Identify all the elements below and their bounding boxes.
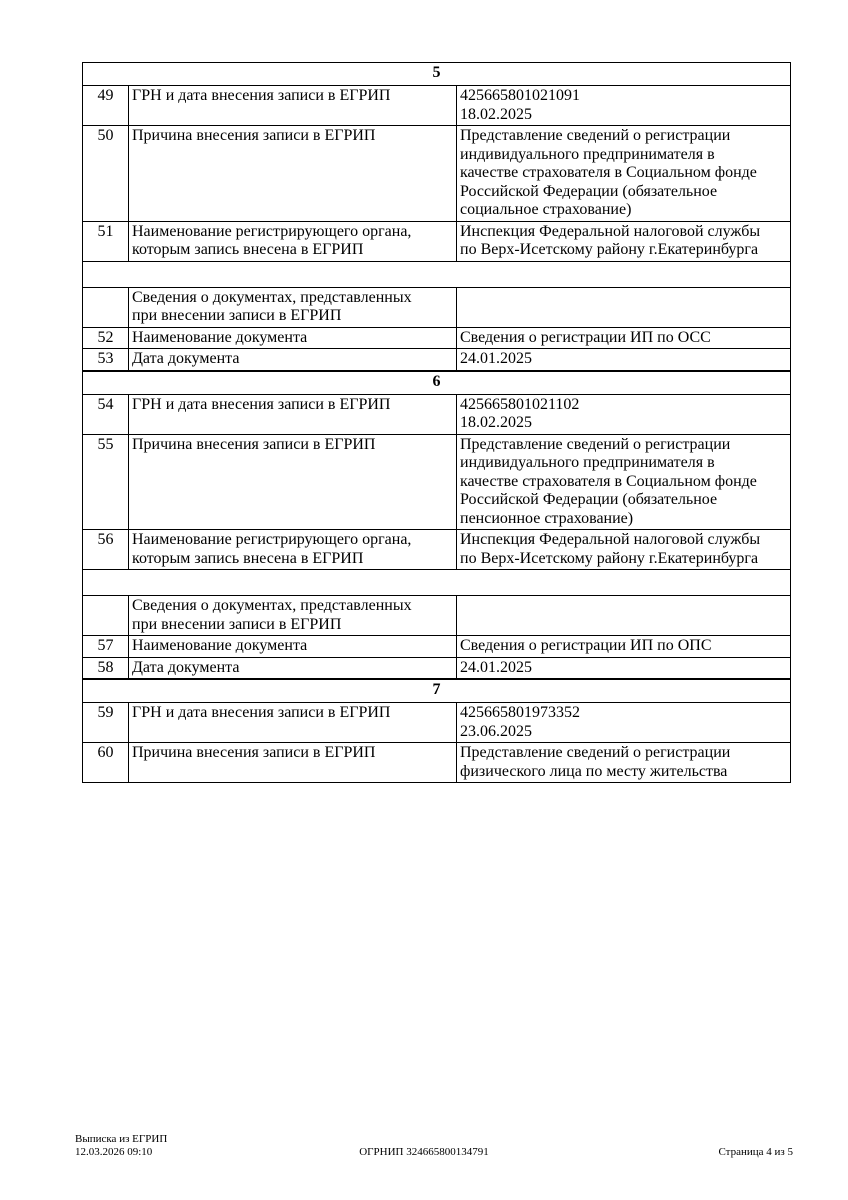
row-number-cell: 59 bbox=[83, 703, 129, 743]
records-table-area bbox=[82, 62, 790, 783]
row-number-cell: 49 bbox=[83, 86, 129, 126]
value-line: Представление сведений о регистрации bbox=[460, 127, 731, 144]
row-number-cell: 51 bbox=[83, 221, 129, 261]
row-label-cell bbox=[129, 86, 457, 126]
value-line: Инспекция Федеральной налоговой службы bbox=[460, 531, 761, 548]
row-label-cell bbox=[129, 743, 457, 783]
label-line: Наименование документа bbox=[132, 328, 308, 346]
row-label-cell bbox=[129, 287, 457, 327]
row-value-cell bbox=[457, 86, 791, 126]
row-number-cell: 58 bbox=[83, 657, 129, 679]
value-line: 425665801021091 bbox=[460, 87, 580, 104]
row-value-cell bbox=[457, 287, 791, 327]
value-line: качестве страхователя в Социальном фонде bbox=[460, 164, 757, 181]
label-line: ГРН и дата внесения записи в ЕГРИП bbox=[132, 87, 391, 104]
label-line: ГРН и дата внесения записи в ЕГРИП bbox=[132, 704, 391, 721]
value-line: Российской Федерации (обязательное bbox=[460, 491, 718, 508]
spacer-row bbox=[83, 261, 791, 287]
footer-ogrnip: ОГРНИП 324665800134791 bbox=[359, 1146, 489, 1158]
value-line: индивидуального предпринимателя в bbox=[460, 454, 715, 471]
value-line: пенсионное страхование) bbox=[460, 509, 634, 527]
table-row bbox=[83, 287, 791, 327]
row-number-cell: 52 bbox=[83, 327, 129, 349]
row-value-cell bbox=[457, 743, 791, 783]
value-line: социальное страхование) bbox=[460, 201, 632, 218]
footer-doc-type: Выписка из ЕГРИП bbox=[75, 1133, 168, 1145]
label-line: Сведения о документах, представленных bbox=[132, 288, 412, 306]
row-label-cell bbox=[129, 221, 457, 261]
table-row bbox=[83, 636, 791, 658]
label-line: Причина внесения записи в ЕГРИП bbox=[132, 744, 376, 761]
record-section-7 bbox=[82, 679, 791, 783]
row-value-cell bbox=[457, 349, 791, 371]
row-number-cell bbox=[83, 287, 129, 327]
value-line: Инспекция Федеральной налоговой службы bbox=[460, 222, 761, 240]
footer-page-indicator: Страница 4 из 5 bbox=[718, 1146, 793, 1158]
row-value-cell bbox=[457, 596, 791, 636]
row-number-cell: 56 bbox=[83, 530, 129, 570]
table-row bbox=[83, 703, 791, 743]
row-value-cell bbox=[457, 636, 791, 658]
row-number-cell: 57 bbox=[83, 636, 129, 658]
value-line: по Верх-Исетскому району г.Екатеринбурга bbox=[460, 549, 759, 567]
value-line: 23.06.2025 bbox=[460, 722, 532, 740]
row-value-cell bbox=[457, 434, 791, 530]
spacer-cell bbox=[83, 261, 791, 287]
value-line: физического лица по месту жительства bbox=[460, 762, 728, 780]
record-section-5 bbox=[82, 62, 791, 371]
row-value-cell bbox=[457, 530, 791, 570]
table-row bbox=[83, 221, 791, 261]
row-label-cell bbox=[129, 349, 457, 371]
row-value-cell bbox=[457, 327, 791, 349]
row-label-cell bbox=[129, 394, 457, 434]
table-row bbox=[83, 657, 791, 679]
label-line: которым запись внесена в ЕГРИП bbox=[132, 241, 364, 258]
value-line: 24.01.2025 bbox=[460, 658, 532, 676]
section-header-row bbox=[83, 680, 791, 703]
row-number-cell bbox=[83, 596, 129, 636]
value-line: Сведения о регистрации ИП по ОСС bbox=[460, 328, 711, 346]
label-line: которым запись внесена в ЕГРИП bbox=[132, 549, 364, 567]
row-label-cell bbox=[129, 657, 457, 679]
value-line: Сведения о регистрации ИП по ОПС bbox=[460, 637, 712, 654]
footer-datetime: 12.03.2026 09:10 bbox=[75, 1145, 153, 1158]
row-label-cell bbox=[129, 327, 457, 349]
label-line: ГРН и дата внесения записи в ЕГРИП bbox=[132, 395, 391, 413]
label-line: при внесении записи в ЕГРИП bbox=[132, 307, 342, 324]
spacer-row bbox=[83, 570, 791, 596]
label-line: Наименование регистрирующего органа, bbox=[132, 531, 412, 548]
row-number-cell: 54 bbox=[83, 394, 129, 434]
row-number-cell: 60 bbox=[83, 743, 129, 783]
row-label-cell bbox=[129, 703, 457, 743]
row-value-cell bbox=[457, 394, 791, 434]
row-number-cell: 55 bbox=[83, 434, 129, 530]
table-row bbox=[83, 394, 791, 434]
table-row bbox=[83, 743, 791, 783]
value-line: 425665801973352 bbox=[460, 704, 580, 721]
row-label-cell bbox=[129, 530, 457, 570]
value-line: Российской Федерации (обязательное bbox=[460, 182, 718, 200]
label-line: при внесении записи в ЕГРИП bbox=[132, 615, 342, 633]
section-header-row bbox=[83, 371, 791, 394]
value-line: по Верх-Исетскому району г.Екатеринбурга bbox=[460, 241, 759, 258]
table-row bbox=[83, 596, 791, 636]
label-line: Дата документа bbox=[132, 658, 240, 676]
table-row bbox=[83, 126, 791, 222]
row-label-cell bbox=[129, 636, 457, 658]
row-number-cell: 53 bbox=[83, 349, 129, 371]
record-section-6 bbox=[82, 371, 791, 680]
table-row bbox=[83, 86, 791, 126]
row-label-cell bbox=[129, 434, 457, 530]
row-number-cell: 50 bbox=[83, 126, 129, 222]
row-value-cell bbox=[457, 703, 791, 743]
label-line: Наименование регистрирующего органа, bbox=[132, 222, 412, 240]
value-line: индивидуального предпринимателя в bbox=[460, 145, 715, 163]
label-line: Дата документа bbox=[132, 350, 240, 367]
section-number: 6 bbox=[83, 371, 791, 394]
label-line: Причина внесения записи в ЕГРИП bbox=[132, 435, 376, 453]
section-header-row bbox=[83, 63, 791, 86]
spacer-cell bbox=[83, 570, 791, 596]
table-row bbox=[83, 349, 791, 371]
row-label-cell bbox=[129, 126, 457, 222]
value-line: 18.02.2025 bbox=[460, 414, 532, 431]
label-line: Сведения о документах, представленных bbox=[132, 597, 412, 614]
value-line: 24.01.2025 bbox=[460, 350, 532, 367]
row-value-cell bbox=[457, 221, 791, 261]
row-value-cell bbox=[457, 657, 791, 679]
table-row bbox=[83, 327, 791, 349]
row-value-cell bbox=[457, 126, 791, 222]
value-line: Представление сведений о регистрации bbox=[460, 744, 731, 761]
value-line: Представление сведений о регистрации bbox=[460, 435, 731, 453]
section-number: 7 bbox=[83, 680, 791, 703]
section-number: 5 bbox=[83, 63, 791, 86]
table-row bbox=[83, 530, 791, 570]
value-line: 18.02.2025 bbox=[460, 105, 532, 123]
row-label-cell bbox=[129, 596, 457, 636]
label-line: Наименование документа bbox=[132, 637, 308, 654]
label-line: Причина внесения записи в ЕГРИП bbox=[132, 127, 376, 144]
value-line: 425665801021102 bbox=[460, 395, 580, 413]
value-line: качестве страхователя в Социальном фонде bbox=[460, 472, 757, 490]
table-row bbox=[83, 434, 791, 530]
